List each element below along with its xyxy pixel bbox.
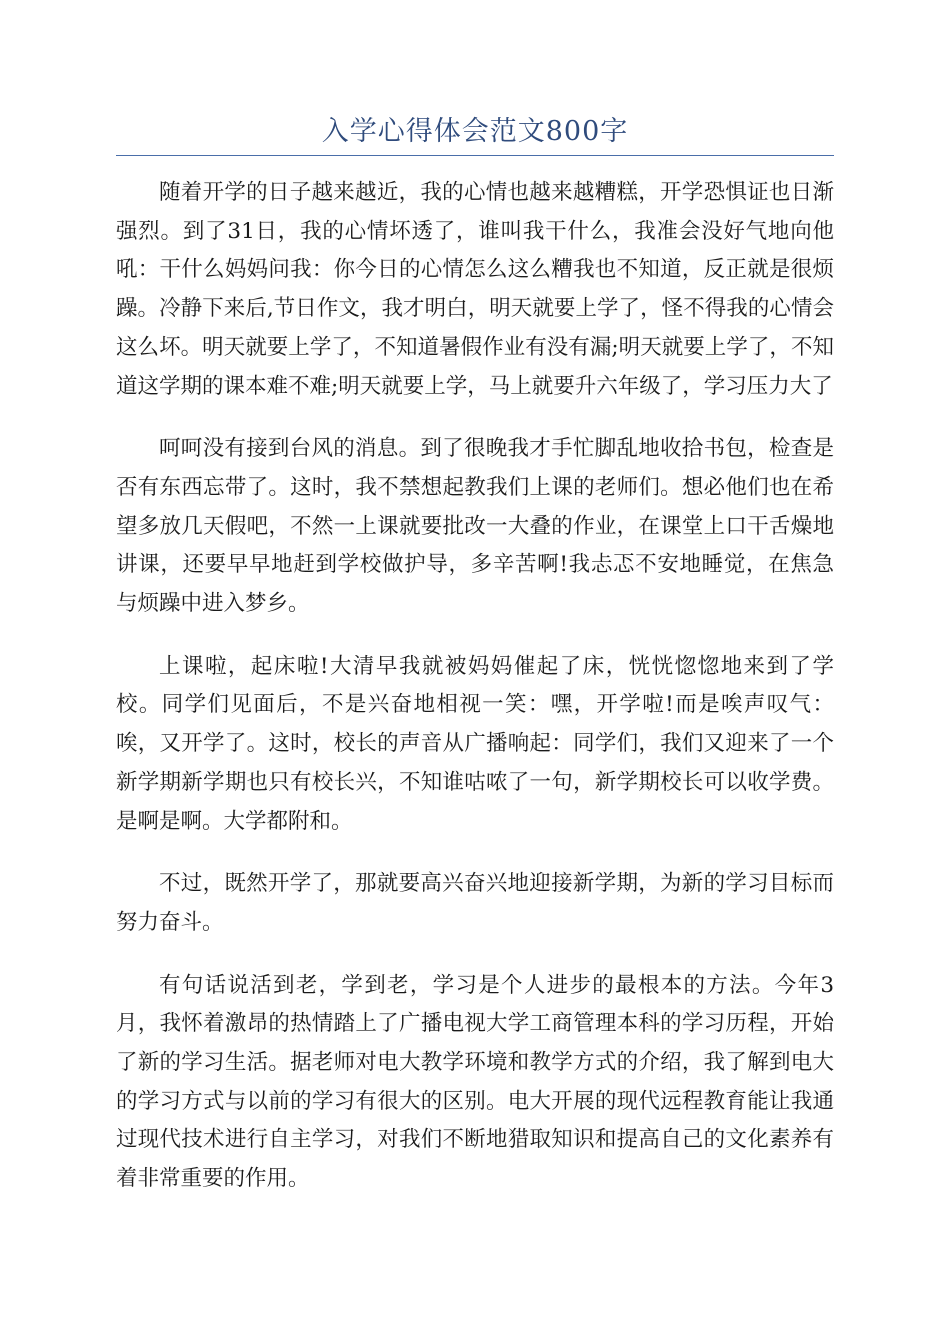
paragraph: 上课啦，起床啦!大清早我就被妈妈催起了床，恍恍惚惚地来到了学校。同学们见面后，不是兴奋地相视一笑：嘿，开学啦!而是唉声叹气：唉，又开学了。这时，校长的声音从广播响起：同学们，我们又迎来了一个新学期新学期也只有校长兴，不知谁咕哝了一句，新学期校长可以收学费。是啊是啊。大学都附和。 bbox=[116, 653, 834, 834]
paragraph: 随着开学的日子越来越近，我的心情也越来越糟糕，开学恐惧证也日渐强烈。到了31日，我的心情坏透了，谁叫我干什么，我准会没好气地向他吼：干什么妈妈问我：你今日的心情怎么这么糟我也不知道，反正就是很烦躁。冷静下来后,节日作文，我才明白，明天就要上学了，怪不得我的心情会这么坏。明天就要上学了，不知道暑假作业有没有漏;明天就要上学了，不知道这学期的课本难不难;明天就要上学，马上就要升六年级了，学习压力大了 bbox=[116, 180, 834, 399]
page-title: 入学心得体会范文800字 bbox=[321, 116, 629, 147]
title-underline bbox=[116, 155, 834, 156]
paragraph: 呵呵没有接到台风的消息。到了很晚我才手忙脚乱地收拾书包，检查是否有东西忘带了。这时，我不禁想起教我们上课的老师们。想必他们也在希望多放几天假吧，不然一上课就要批改一大叠的作业，在课堂上口干舌燥地讲课，还要早早地赶到学校做护导，多辛苦啊!我忐忑不安地睡觉，在焦急与烦躁中进入梦乡。 bbox=[116, 436, 834, 617]
paragraph: 有句话说活到老，学到老，学习是个人进步的最根本的方法。今年3月，我怀着激昂的热情踏上了广播电视大学工商管理本科的学习历程，开始了新的学习生活。据老师对电大教学环境和教学方式的介绍，我了解到电大的学习方式与以前的学习有很大的区别。电大开展的现代远程教育能让我通过现代技术进行自主学习，对我们不断地猎取知识和提高自己的文化素养有着非常重要的作用。 bbox=[116, 972, 834, 1192]
document-body bbox=[116, 174, 834, 1223]
paragraph: 不过，既然开学了，那就要高兴奋兴地迎接新学期，为新的学习目标而努力奋斗。 bbox=[116, 871, 834, 935]
